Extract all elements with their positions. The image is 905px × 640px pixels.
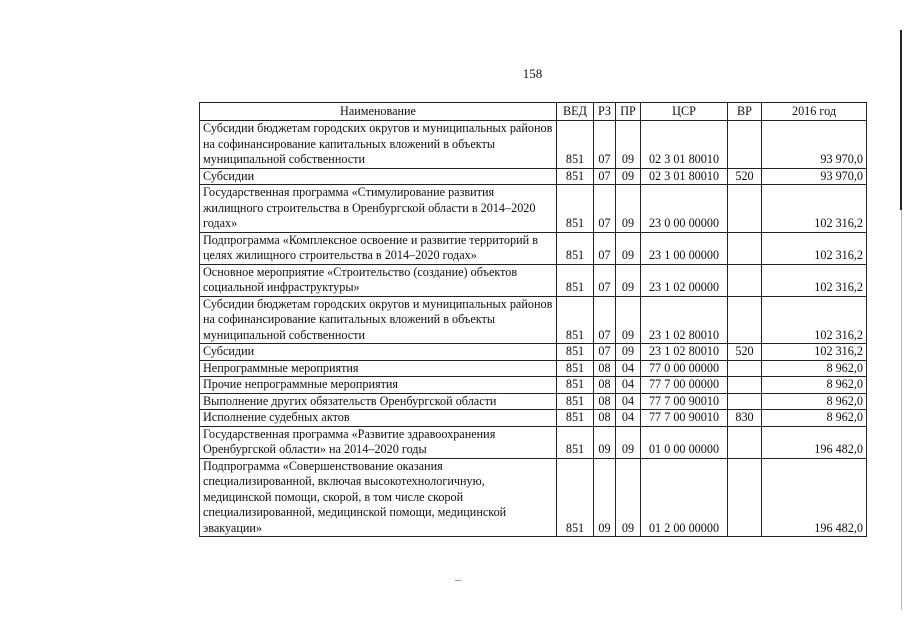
row-csr: 77 7 00 90010	[641, 393, 728, 410]
row-rz: 08	[594, 377, 616, 394]
row-ved: 851	[557, 121, 594, 169]
row-ved: 851	[557, 344, 594, 361]
row-name: Выполнение других обязательств Оренбургской области	[200, 393, 557, 410]
row-rz: 07	[594, 168, 616, 185]
table-row	[200, 168, 867, 185]
row-rz: 07	[594, 232, 616, 264]
row-amount: 102 316,2	[762, 232, 867, 264]
row-vr	[728, 360, 762, 377]
row-name: Субсидии бюджетам городских округов и муниципальных районов на софинансирование капитальных вложений в объекты муниципальной собственности	[200, 121, 557, 169]
header-pr: ПР	[616, 103, 641, 121]
row-rz: 08	[594, 410, 616, 427]
row-rz: 07	[594, 296, 616, 344]
row-amount: 93 970,0	[762, 168, 867, 185]
row-vr	[728, 458, 762, 537]
row-ved: 851	[557, 410, 594, 427]
row-pr: 09	[616, 232, 641, 264]
row-csr: 77 7 00 90010	[641, 410, 728, 427]
row-name: Субсидии бюджетам городских округов и муниципальных районов на софинансирование капитальных вложений в объекты муниципальной собственности	[200, 296, 557, 344]
scan-edge-line	[900, 30, 902, 210]
row-rz: 07	[594, 344, 616, 361]
row-vr	[728, 377, 762, 394]
row-vr	[728, 232, 762, 264]
row-ved: 851	[557, 360, 594, 377]
row-rz: 09	[594, 458, 616, 537]
row-name: Прочие непрограммные мероприятия	[200, 377, 557, 394]
row-vr: 830	[728, 410, 762, 427]
row-name: Основное мероприятие «Строительство (создание) объектов социальной инфраструктуры»	[200, 264, 557, 296]
row-vr	[728, 296, 762, 344]
row-csr: 23 1 02 80010	[641, 296, 728, 344]
row-pr: 04	[616, 393, 641, 410]
table-row	[200, 377, 867, 394]
row-csr: 23 1 02 00000	[641, 264, 728, 296]
row-rz: 08	[594, 360, 616, 377]
table-row	[200, 426, 867, 458]
row-name: Государственная программа «Развитие здравоохранения Оренбургской области» на 2014–2020 годы	[200, 426, 557, 458]
row-vr	[728, 185, 762, 233]
table-row	[200, 296, 867, 344]
row-ved: 851	[557, 426, 594, 458]
row-name: Государственная программа «Стимулирование развития жилищного строительства в Оренбургской области в 2014–2020 годах»	[200, 185, 557, 233]
table-row	[200, 121, 867, 169]
row-name: Подпрограмма «Совершенствование оказания специализированной, включая высокотехнологичную, медицинской помощи, скорой, в том числе скорой специализированной, медицинской помощи, медицинской эвакуации»	[200, 458, 557, 537]
header-csr: ЦСР	[641, 103, 728, 121]
row-name: Исполнение судебных актов	[200, 410, 557, 427]
row-csr: 77 7 00 00000	[641, 377, 728, 394]
row-name: Субсидии	[200, 168, 557, 185]
row-csr: 23 1 02 80010	[641, 344, 728, 361]
table-row	[200, 360, 867, 377]
row-ved: 851	[557, 232, 594, 264]
table-row	[200, 264, 867, 296]
row-amount: 102 316,2	[762, 185, 867, 233]
row-ved: 851	[557, 296, 594, 344]
row-vr	[728, 264, 762, 296]
row-pr: 09	[616, 121, 641, 169]
table-row	[200, 410, 867, 427]
row-csr: 23 1 00 00000	[641, 232, 728, 264]
row-vr: 520	[728, 168, 762, 185]
row-vr	[728, 121, 762, 169]
row-vr	[728, 393, 762, 410]
row-pr: 09	[616, 426, 641, 458]
header-vr: ВР	[728, 103, 762, 121]
row-name: Подпрограмма «Комплексное освоение и развитие территорий в целях жилищного строительства в 2014–2020 годах»	[200, 232, 557, 264]
row-amount: 102 316,2	[762, 296, 867, 344]
row-csr: 02 3 01 80010	[641, 168, 728, 185]
row-rz: 07	[594, 121, 616, 169]
row-ved: 851	[557, 185, 594, 233]
row-ved: 851	[557, 393, 594, 410]
row-ved: 851	[557, 377, 594, 394]
row-ved: 851	[557, 264, 594, 296]
row-name: Непрограммные мероприятия	[200, 360, 557, 377]
table-header-row	[200, 103, 867, 121]
row-pr: 09	[616, 264, 641, 296]
header-year: 2016 год	[762, 103, 867, 121]
row-pr: 09	[616, 344, 641, 361]
scan-edge-line-faint	[901, 210, 902, 610]
row-pr: 09	[616, 296, 641, 344]
header-ved: ВЕД	[557, 103, 594, 121]
table-row	[200, 393, 867, 410]
row-vr	[728, 426, 762, 458]
row-csr: 77 0 00 00000	[641, 360, 728, 377]
row-amount: 8 962,0	[762, 360, 867, 377]
row-amount: 8 962,0	[762, 393, 867, 410]
row-pr: 09	[616, 458, 641, 537]
header-name: Наименование	[200, 103, 557, 121]
row-csr: 01 2 00 00000	[641, 458, 728, 537]
row-pr: 09	[616, 185, 641, 233]
row-amount: 196 482,0	[762, 458, 867, 537]
row-vr: 520	[728, 344, 762, 361]
row-pr: 04	[616, 410, 641, 427]
row-rz: 07	[594, 185, 616, 233]
row-amount: 93 970,0	[762, 121, 867, 169]
row-csr: 01 0 00 00000	[641, 426, 728, 458]
row-rz: 08	[594, 393, 616, 410]
row-amount: 196 482,0	[762, 426, 867, 458]
row-ved: 851	[557, 168, 594, 185]
row-pr: 09	[616, 168, 641, 185]
page-number: 158	[522, 66, 543, 81]
row-csr: 02 3 01 80010	[641, 121, 728, 169]
row-amount: 8 962,0	[762, 410, 867, 427]
row-pr: 04	[616, 377, 641, 394]
row-amount: 102 316,2	[762, 344, 867, 361]
row-ved: 851	[557, 458, 594, 537]
row-amount: 8 962,0	[762, 377, 867, 394]
table-row	[200, 185, 867, 233]
table-row	[200, 344, 867, 361]
scan-speck	[455, 580, 461, 581]
row-name: Субсидии	[200, 344, 557, 361]
row-pr: 04	[616, 360, 641, 377]
budget-table	[199, 102, 867, 537]
header-rz: РЗ	[594, 103, 616, 121]
table-row	[200, 232, 867, 264]
row-csr: 23 0 00 00000	[641, 185, 728, 233]
row-amount: 102 316,2	[762, 264, 867, 296]
row-rz: 09	[594, 426, 616, 458]
table-row	[200, 458, 867, 537]
row-rz: 07	[594, 264, 616, 296]
